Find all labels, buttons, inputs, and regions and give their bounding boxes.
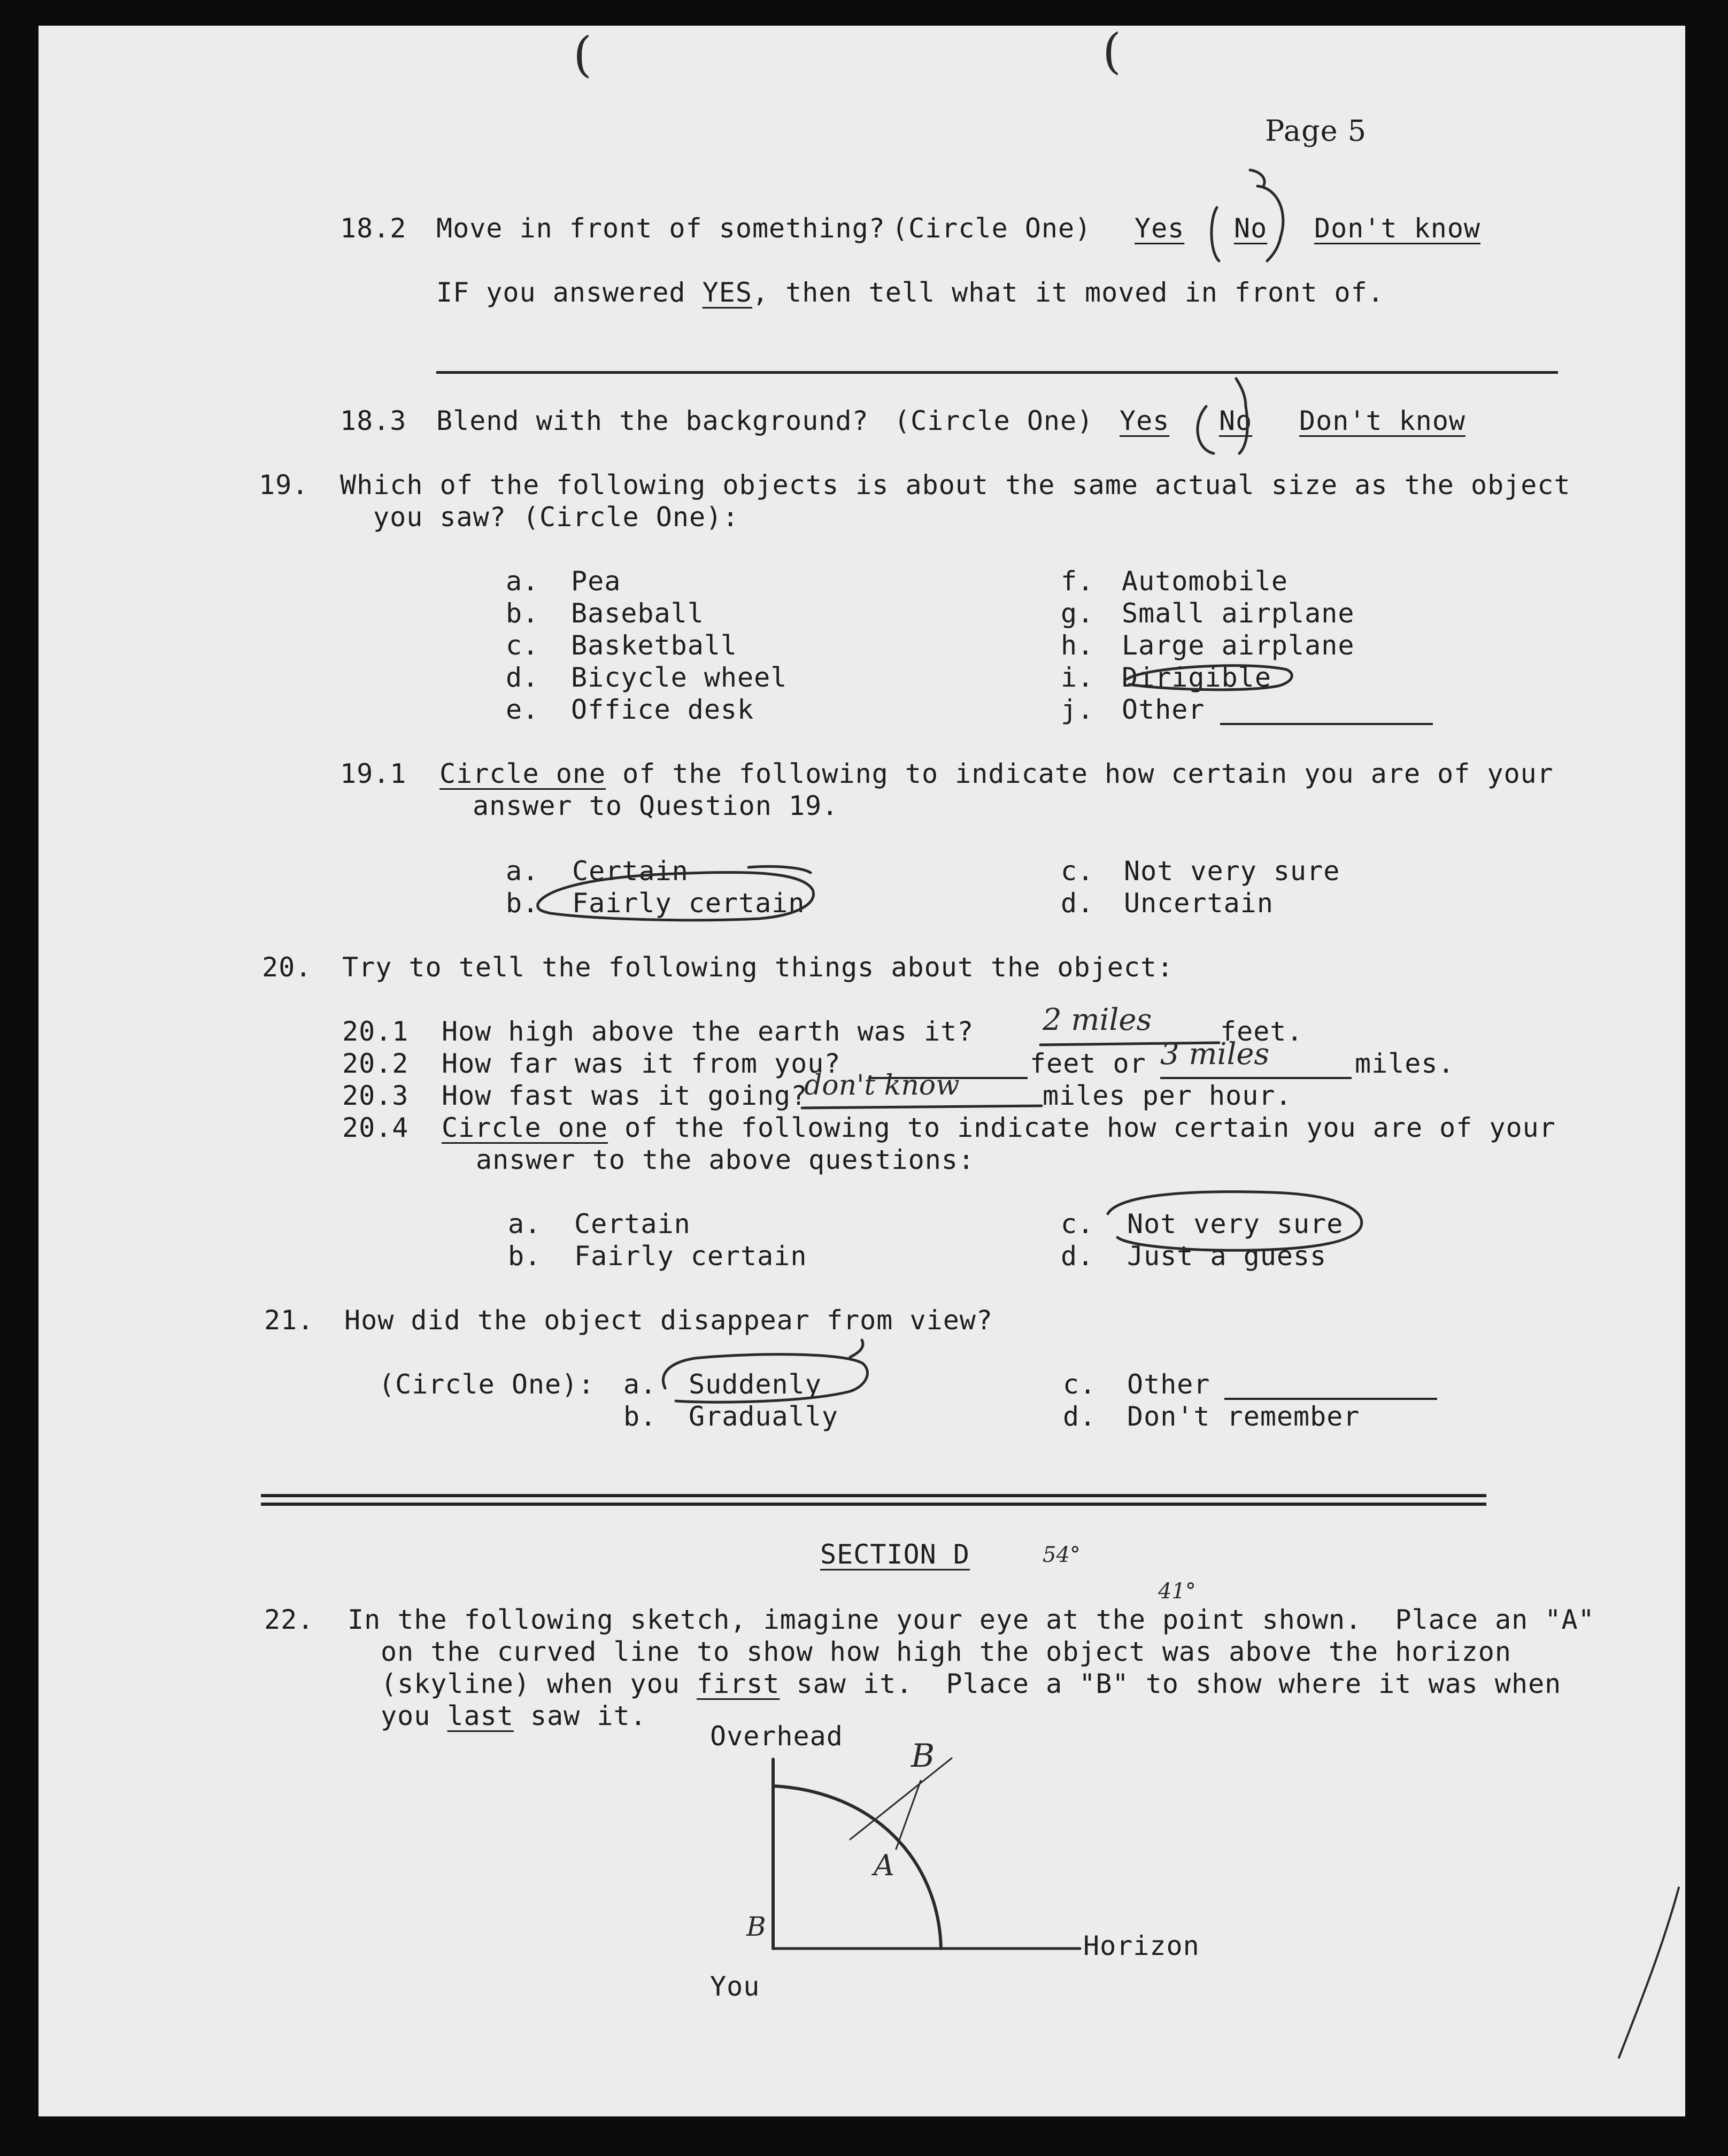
q19-1-letter-d: d. bbox=[1061, 888, 1094, 919]
diagram-mark-a: A bbox=[874, 1849, 894, 1882]
q21-option-gradually[interactable]: Gradually bbox=[689, 1401, 838, 1432]
q19-1-line2: answer to Question 19. bbox=[473, 790, 839, 821]
section-d-title: SECTION D bbox=[820, 1539, 970, 1570]
q19-1-option-not-very-sure[interactable]: Not very sure bbox=[1124, 856, 1340, 887]
margin-mark-left: ( bbox=[573, 27, 592, 83]
sight-line-a bbox=[850, 1758, 952, 1839]
q20-2-unit1: feet or bbox=[1030, 1048, 1146, 1079]
q19-line2: you saw? (Circle One): bbox=[373, 502, 739, 533]
q19-letter-c: c. bbox=[506, 630, 539, 661]
q18-2-instruction: (Circle One) bbox=[892, 213, 1092, 244]
q19-letter-j: j. bbox=[1061, 694, 1094, 725]
q19-1-option-fairly-certain[interactable]: Fairly certain bbox=[572, 888, 805, 919]
circle-q19-dirigible bbox=[1127, 666, 1292, 690]
q20-4-lead: Circle one bbox=[442, 1112, 608, 1143]
q19-1-line1-rest: of the following to indicate how certain you are of your bbox=[606, 758, 1554, 789]
q19-1-number: 19.1 bbox=[340, 758, 407, 789]
q20-1-number: 20.1 bbox=[342, 1016, 409, 1047]
q19-letter-e: e. bbox=[506, 694, 539, 725]
q19-letter-g: g. bbox=[1061, 598, 1094, 629]
q19-option-other[interactable]: Other bbox=[1122, 694, 1205, 725]
q19-1-lead: Circle one bbox=[439, 758, 606, 789]
q20-4-option-just-a-guess[interactable]: Just a guess bbox=[1127, 1241, 1327, 1272]
margin-pencil-stroke bbox=[1619, 1888, 1679, 2058]
q19-letter-h: h. bbox=[1061, 630, 1094, 661]
q20-4-line1-rest: of the following to indicate how certain you are of your bbox=[608, 1112, 1556, 1143]
q20-1-handwritten-answer: 2 miles bbox=[1043, 1003, 1152, 1037]
diagram-sky-arc bbox=[773, 1786, 941, 1949]
q20-text: Try to tell the following things about the object: bbox=[342, 952, 1174, 983]
q21-instruction: (Circle One): bbox=[379, 1369, 595, 1400]
q19-1-letter-b: b. bbox=[506, 888, 539, 919]
q21-option-dont-remember[interactable]: Don't remember bbox=[1127, 1401, 1360, 1432]
diagram-label-horizon: Horizon bbox=[1083, 1930, 1200, 1961]
q20-4-number: 20.4 bbox=[342, 1112, 409, 1143]
q21-letter-d: d. bbox=[1063, 1401, 1097, 1432]
q18-3-option-dont-know[interactable]: Don't know bbox=[1299, 405, 1466, 436]
q20-number: 20. bbox=[262, 952, 312, 983]
q21-letter-c: c. bbox=[1063, 1369, 1097, 1400]
q21-letter-a: a. bbox=[623, 1369, 657, 1400]
q22-line1: In the following sketch, imagine your eye at the point shown. Place an "A" bbox=[348, 1604, 1595, 1635]
q22-number: 22. bbox=[264, 1604, 314, 1635]
q20-2-unit2: miles. bbox=[1355, 1048, 1455, 1079]
circle-q19-1-fairly-certain bbox=[538, 866, 814, 920]
q20-1-question: How high above the earth was it? bbox=[442, 1016, 974, 1047]
q19-letter-a: a. bbox=[506, 566, 539, 597]
q19-option-pea[interactable]: Pea bbox=[571, 566, 621, 597]
q20-4-line2: answer to the above questions: bbox=[476, 1144, 975, 1175]
circle-q18-3-no bbox=[1198, 379, 1247, 453]
q19-option-small-airplane[interactable]: Small airplane bbox=[1122, 598, 1355, 629]
q20-4-letter-d: d. bbox=[1061, 1241, 1094, 1272]
q20-4-letter-a: a. bbox=[508, 1208, 542, 1239]
q19-line1: Which of the following objects is about the same actual size as the object bbox=[340, 469, 1571, 500]
q20-3-handwritten-answer: don't know bbox=[804, 1069, 960, 1102]
circle-q18-2-no bbox=[1212, 170, 1283, 261]
q18-2-question: Move in front of something? bbox=[436, 213, 885, 244]
diagram-origin-b: B bbox=[746, 1911, 766, 1942]
q19-1-letter-c: c. bbox=[1061, 856, 1094, 887]
q20-3-number: 20.3 bbox=[342, 1080, 409, 1111]
q19-option-dirigible[interactable]: Dirigible bbox=[1122, 662, 1271, 693]
q20-4-option-not-very-sure[interactable]: Not very sure bbox=[1127, 1208, 1344, 1239]
q19-letter-b: b. bbox=[506, 598, 539, 629]
q20-1-unit: feet. bbox=[1220, 1016, 1303, 1047]
q18-3-question: Blend with the background? bbox=[436, 405, 869, 436]
q21-number: 21. bbox=[264, 1305, 314, 1336]
q18-3-instruction: (Circle One) bbox=[894, 405, 1094, 436]
q20-2-question: How far was it from you? bbox=[442, 1048, 841, 1079]
q22-line4-post: saw it. bbox=[513, 1700, 647, 1731]
q20-4-option-fairly-certain[interactable]: Fairly certain bbox=[574, 1241, 807, 1272]
circle-q20-4-not-very-sure bbox=[1108, 1192, 1362, 1251]
q19-1-option-uncertain[interactable]: Uncertain bbox=[1124, 888, 1274, 919]
q18-2-number: 18.2 bbox=[340, 213, 407, 244]
q22-line3-pre: (skyline) when you bbox=[381, 1668, 697, 1699]
q20-4-letter-b: b. bbox=[508, 1241, 542, 1272]
margin-note-41: 41° bbox=[1158, 1579, 1196, 1604]
q19-letter-f: f. bbox=[1061, 566, 1094, 597]
q19-option-baseball[interactable]: Baseball bbox=[571, 598, 704, 629]
q19-1-letter-a: a. bbox=[506, 856, 539, 887]
q20-2-number: 20.2 bbox=[342, 1048, 409, 1079]
diagram-label-you: You bbox=[710, 1971, 760, 2002]
q19-number: 19. bbox=[259, 469, 309, 500]
page-number: Page 5 bbox=[1265, 114, 1367, 148]
followup-yes: YES bbox=[702, 277, 752, 308]
q22-line3-post: saw it. Place a "B" to show where it was when bbox=[780, 1668, 1562, 1699]
followup-suffix: , then tell what it moved in front of. bbox=[752, 277, 1384, 308]
q20-3-question: How fast was it going? bbox=[442, 1080, 808, 1111]
q22-first: first bbox=[696, 1668, 780, 1699]
diagram-label-overhead: Overhead bbox=[710, 1721, 843, 1752]
q19-option-automobile[interactable]: Automobile bbox=[1122, 566, 1289, 597]
diagram-mark-b: B bbox=[911, 1737, 935, 1775]
q22-line4-pre: you bbox=[381, 1700, 448, 1731]
q21-option-other[interactable]: Other bbox=[1127, 1369, 1210, 1400]
q21-text: How did the object disappear from view? bbox=[344, 1305, 993, 1336]
margin-mark-right: ( bbox=[1102, 24, 1122, 80]
q22-last: last bbox=[447, 1700, 514, 1731]
q19-option-office-desk[interactable]: Office desk bbox=[571, 694, 754, 725]
q18-3-option-yes[interactable]: Yes bbox=[1120, 405, 1170, 436]
q19-letter-i: i. bbox=[1061, 662, 1094, 693]
margin-note-54: 54° bbox=[1043, 1543, 1081, 1567]
q19-option-basketball[interactable]: Basketball bbox=[571, 630, 738, 661]
q20-4-letter-c: c. bbox=[1061, 1208, 1094, 1239]
q18-2-option-no[interactable]: No bbox=[1234, 213, 1268, 244]
q18-2-option-yes[interactable]: Yes bbox=[1135, 213, 1185, 244]
underline-q20-3 bbox=[802, 1106, 1042, 1108]
q18-3-number: 18.3 bbox=[340, 405, 407, 436]
q19-1-option-certain[interactable]: Certain bbox=[572, 856, 689, 887]
q18-3-option-no[interactable]: No bbox=[1219, 405, 1253, 436]
q19-letter-d: d. bbox=[506, 662, 539, 693]
underline-q20-1 bbox=[1040, 1043, 1219, 1045]
q20-3-unit: miles per hour. bbox=[1043, 1080, 1292, 1111]
sight-line-b bbox=[896, 1781, 921, 1849]
q19-option-bicycle-wheel[interactable]: Bicycle wheel bbox=[571, 662, 788, 693]
q22-line2: on the curved line to show how high the object was above the horizon bbox=[381, 1636, 1511, 1667]
q21-option-suddenly[interactable]: Suddenly bbox=[689, 1369, 822, 1400]
q21-letter-b: b. bbox=[623, 1401, 657, 1432]
q20-2-handwritten-answer: 3 miles bbox=[1160, 1037, 1270, 1072]
q19-option-large-airplane[interactable]: Large airplane bbox=[1122, 630, 1355, 661]
q18-2-option-dont-know[interactable]: Don't know bbox=[1314, 213, 1481, 244]
circle-q21-suddenly bbox=[663, 1340, 867, 1402]
followup-prefix: IF you answered bbox=[436, 277, 703, 308]
q20-4-option-certain[interactable]: Certain bbox=[574, 1208, 691, 1239]
